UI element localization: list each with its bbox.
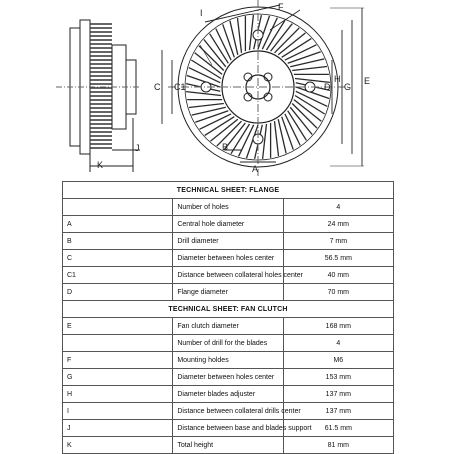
row-value: 24 mm [283, 216, 393, 233]
dim-label-a: A [252, 164, 259, 174]
dim-label-c1: C1 [174, 82, 186, 92]
table-row [63, 420, 394, 437]
row-value: 70 mm [283, 284, 393, 301]
section-title: TECHNICAL SHEET: FAN CLUTCH [63, 301, 394, 318]
row-value: 81 mm [283, 437, 393, 454]
row-code: E [63, 318, 173, 335]
row-code: H [63, 386, 173, 403]
dim-label-g: G [344, 82, 352, 92]
row-value: 153 mm [283, 369, 393, 386]
section-header-fan-clutch [63, 301, 394, 318]
row-code: J [63, 420, 173, 437]
row-label: Diameter between holes center [173, 369, 283, 386]
table-row [63, 318, 394, 335]
cooling-fin [275, 121, 279, 156]
row-value: 61.5 mm [283, 420, 393, 437]
table-row [63, 335, 394, 352]
row-label: Distance between collateral drills center [173, 403, 283, 420]
technical-drawing [0, 0, 464, 180]
cooling-fin [186, 92, 221, 96]
row-label: Flange diameter [173, 284, 283, 301]
row-label: Distance between collateral holes center [173, 267, 283, 284]
section-title: TECHNICAL SHEET: FLANGE [63, 182, 394, 199]
row-value: 7 mm [283, 233, 393, 250]
row-code: D [63, 284, 173, 301]
row-code: I [63, 403, 173, 420]
row-label: Diameter blades adjuster [173, 386, 283, 403]
dim-label-h: H [334, 74, 341, 84]
cooling-fin [238, 18, 242, 53]
cooling-fin [189, 104, 224, 108]
row-code: G [63, 369, 173, 386]
table-row [63, 199, 394, 216]
table-row [63, 233, 394, 250]
row-code: C [63, 250, 173, 267]
cooling-fin [288, 52, 321, 64]
row-code [63, 199, 173, 216]
row-value: 168 mm [283, 318, 393, 335]
row-code: A [63, 216, 173, 233]
row-label: Central hole diameter [173, 216, 283, 233]
table-row [63, 216, 394, 233]
row-code: F [63, 352, 173, 369]
row-value: M6 [283, 352, 393, 369]
cooling-fin [195, 111, 228, 123]
table-row [63, 403, 394, 420]
dim-label-c: C [154, 82, 161, 92]
table-row [63, 352, 394, 369]
dim-label-j: J [135, 143, 140, 153]
row-value: 40 mm [283, 267, 393, 284]
row-code: K [63, 437, 173, 454]
table-row [63, 386, 394, 403]
row-label: Total height [173, 437, 283, 454]
row-label: Mounting holdes [173, 352, 283, 369]
table-row [63, 250, 394, 267]
dim-label-f: F [278, 2, 284, 12]
cooling-fin [250, 15, 254, 50]
row-label: Fan clutch diameter [173, 318, 283, 335]
spec-table [62, 181, 394, 454]
dim-label-k: K [97, 160, 104, 170]
cooling-fin [282, 117, 294, 150]
front-view [162, 0, 364, 176]
row-value: 137 mm [283, 403, 393, 420]
row-value: 137 mm [283, 386, 393, 403]
table-row [63, 267, 394, 284]
dim-label-d: D [324, 82, 331, 92]
table-row [63, 284, 394, 301]
row-label: Number of holes [173, 199, 283, 216]
row-value: 4 [283, 335, 393, 352]
row-value: 4 [283, 199, 393, 216]
cooling-fin [223, 24, 235, 57]
side-view [56, 20, 140, 172]
dim-label-i: I [200, 8, 203, 18]
dim-label-e: E [364, 76, 371, 86]
row-code: C1 [63, 267, 173, 284]
cooling-fin [263, 124, 267, 159]
table-row [63, 369, 394, 386]
section-header-flange [63, 182, 394, 199]
row-label: Number of drill for the blades [173, 335, 283, 352]
row-code: B [63, 233, 173, 250]
table-row [63, 437, 394, 454]
cooling-fin [292, 67, 327, 71]
row-label: Distance between base and blades support [173, 420, 283, 437]
row-label: Diameter between holes center [173, 250, 283, 267]
row-value: 56.5 mm [283, 250, 393, 267]
dim-label-b: B [222, 142, 229, 152]
row-code [63, 335, 173, 352]
row-label: Drill diameter [173, 233, 283, 250]
